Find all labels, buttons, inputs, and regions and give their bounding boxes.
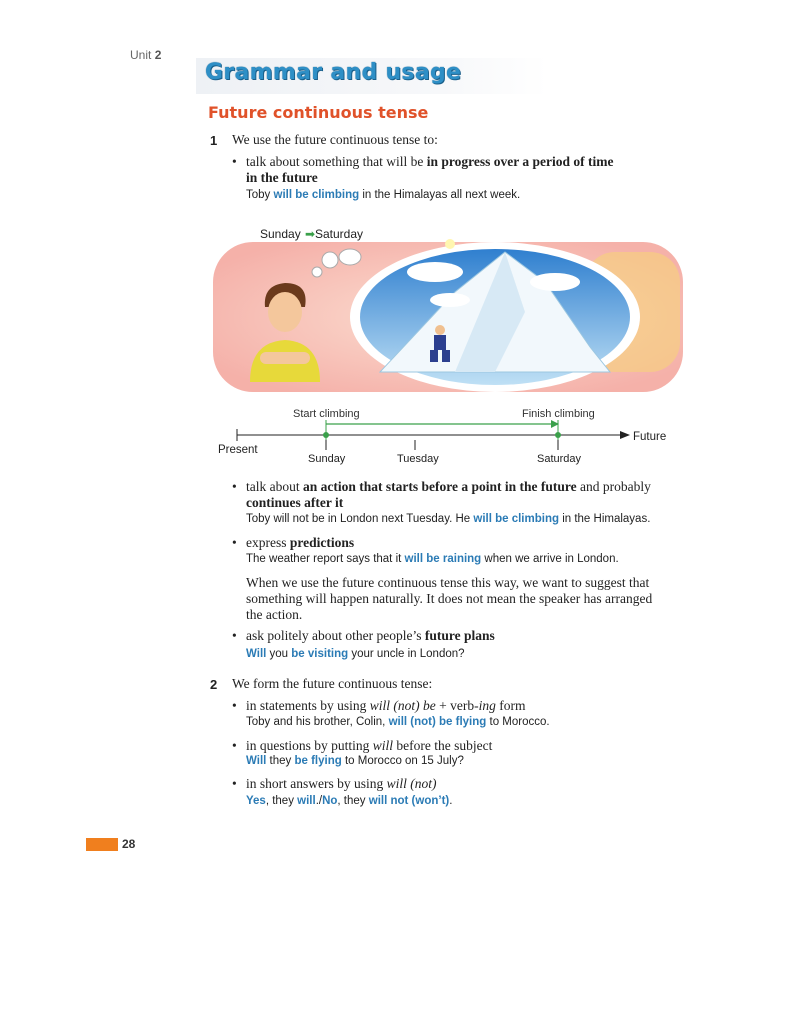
note-line-2: something will happen naturally. It does not mean the speaker has arranged [246,591,653,606]
b1-bold-2: in the future [246,170,318,185]
example-2-1 [246,716,550,728]
page-number-tab [86,838,118,851]
timeline-day-tuesday: Tuesday [397,453,439,465]
s2b1-text-mid: + verb- [435,698,479,713]
bubble-label-from: Sunday [260,227,301,241]
note-line-3: the action. [246,607,303,622]
ex-text: to Morocco. [486,716,550,728]
bullet-2-2 [232,738,492,754]
s2b1-italic: will (not) be [369,698,436,713]
bullet-1-1 [232,154,613,170]
page-title: Grammar and usage [205,60,462,85]
timeline-arrowhead-icon [620,431,630,439]
ex-highlight: be visiting [291,648,349,660]
page-number: 28 [122,837,136,851]
ex-text: Toby [246,189,274,201]
illustration [205,222,685,402]
s2b1-italic-2: ing [478,698,496,713]
unit-number: 2 [154,48,162,62]
start-point [323,432,329,438]
b3-text: express [246,535,290,550]
ex-text: they [266,755,295,767]
sun-icon [445,239,455,249]
timeline-day-saturday: Saturday [537,453,582,465]
section-2-number: 2 [210,677,218,692]
ex-text: ./ [315,795,323,807]
s2b1-text-post: form [495,698,526,713]
ex-text: . [449,795,453,807]
timeline-future-label: Future [633,431,667,443]
arrow-icon: ➡ [305,227,316,241]
b2-bold-2: continues after it [246,495,344,510]
ex-highlight: will not (won’t) [368,795,450,807]
ex-text: , they [337,795,369,807]
ex-highlight: Will [246,755,267,767]
ex-text: when we arrive in London. [481,553,619,565]
ex-text: in the Himalayas all next week. [359,189,521,201]
timeline-finish-label: Finish climbing [522,408,595,420]
ex-highlight: will (not) be flying [388,716,487,728]
ex-text: your uncle in London? [348,648,465,660]
ex-highlight: Will [246,648,267,660]
b1-bold: in progress over a period of time [426,154,614,169]
bullet-2-1 [232,698,526,714]
section-subtitle: Future continuous tense [208,103,429,122]
ex-highlight: will be climbing [473,513,559,525]
timeline-start-label: Start climbing [293,408,360,420]
ex-text: you [266,648,292,660]
section-2-intro: We form the future continuous tense: [232,676,433,691]
unit-label [130,48,161,62]
ex-text: Toby and his brother, Colin, [246,716,389,728]
s2b2-text: in questions by putting [246,738,373,753]
s2b1-text: in statements by using [246,698,370,713]
b3-bold: predictions [289,535,355,550]
b2-bold: an action that starts before a point in the future [303,479,577,494]
ex-highlight: No [322,795,338,807]
ex-text: to Morocco on 15 July? [341,755,464,767]
bullet-1-2-cont [246,495,343,511]
end-point [555,432,561,438]
ex-highlight: be flying [294,755,342,767]
section-1-number: 1 [210,133,218,148]
timeline-day-sunday: Sunday [308,453,346,465]
unit-text: Unit [130,48,152,62]
ex-text: , they [265,795,298,807]
ex-highlight: Yes [246,795,266,807]
b4-bold: future plans [424,628,495,643]
section-1-intro: We use the future continuous tense to: [232,132,438,147]
note-line-1: When we use the future continuous tense this way, we want to suggest that [246,575,650,590]
b4-text: ask politely about other people’s [246,628,425,643]
b1-text: talk about something that will be [246,154,427,169]
ex-text: in the Himalayas. [559,513,651,525]
example-2-2 [246,755,464,767]
s2b3-text: in short answers by using [246,776,387,791]
example-1-4 [246,648,465,660]
s2b2-text-post: before the subject [393,738,493,753]
s2b3-italic: will (not) [386,776,437,791]
ex-highlight: will be raining [404,553,482,565]
b2-text: talk about [246,479,303,494]
bullet-1-3 [232,535,354,551]
bullet-2-3 [232,776,437,792]
example-1-1 [246,189,520,201]
bullet-1-1-cont [246,170,318,186]
example-2-3 [246,795,452,807]
bubble-label-to: Saturday [315,227,364,241]
ex-text: Toby will not be in London next Tuesday. He [246,513,474,525]
bullet-1-2 [232,479,651,495]
example-1-2 [246,513,650,525]
bullet-1-4 [232,628,495,644]
timeline [215,402,685,468]
ex-highlight: will be climbing [273,189,360,201]
ex-highlight: will [297,795,316,807]
s2b2-italic: will [372,738,394,753]
ex-text: The weather report says that it [246,553,405,565]
timeline-present-label: Present [218,444,258,456]
b2-text-mid: and probably [576,479,651,494]
example-1-3 [246,553,619,565]
